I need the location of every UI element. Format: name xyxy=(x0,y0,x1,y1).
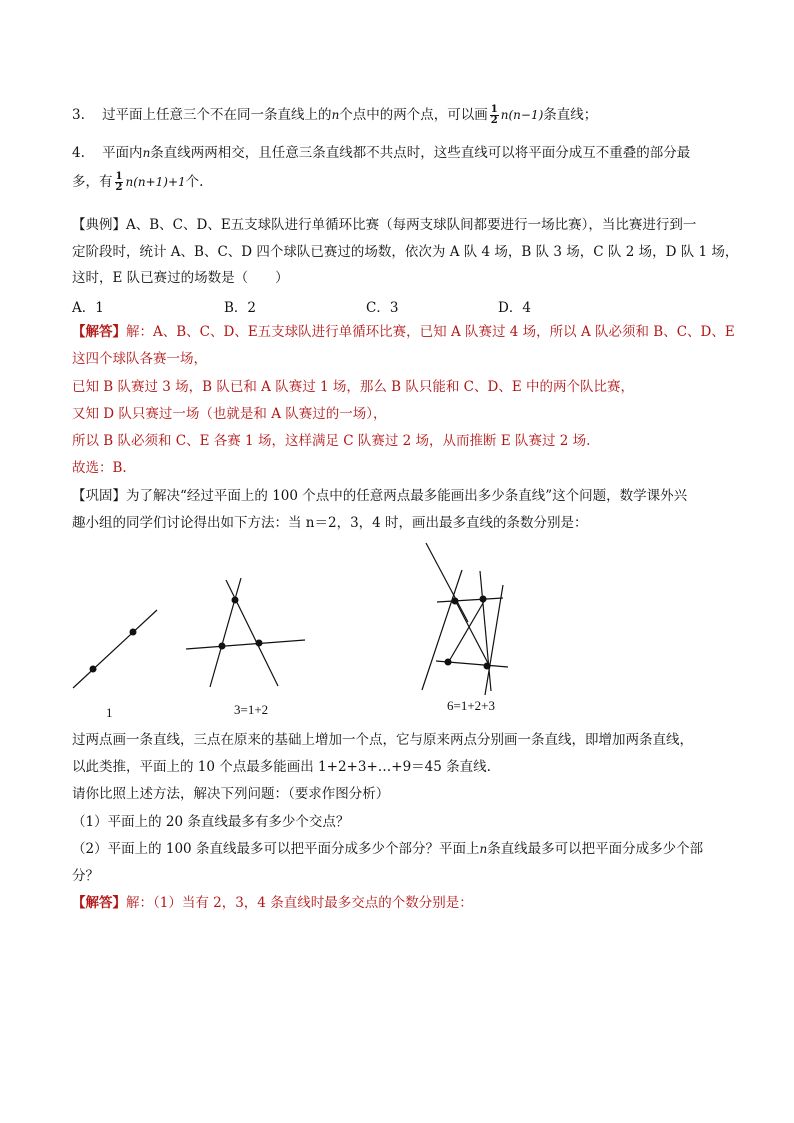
question-2-line1: （2）平面上的 100 条直线最多可以把平面分成多少个部分？平面上n条直线最多可以把平面分成多少个部 xyxy=(72,841,704,857)
option-c: C．3 xyxy=(366,300,399,316)
answer1-line6: 故选：B. xyxy=(72,460,127,476)
math-expression: n(n−1) xyxy=(500,108,544,122)
item-text: 条直线； xyxy=(543,107,598,123)
fig2-point xyxy=(232,597,239,604)
item-text: 个. xyxy=(185,174,204,190)
math-var: n xyxy=(142,146,151,160)
fig3-caption: 6=1+2+3 xyxy=(447,698,495,713)
item-number: 4. xyxy=(72,145,85,161)
option-d: D．4 xyxy=(498,300,531,316)
example-line1 xyxy=(72,215,696,235)
fig3-line-3 xyxy=(437,598,503,602)
option-a: A．1 xyxy=(72,300,104,316)
item-text: 多，有 xyxy=(72,174,113,190)
answer2-line1: 【解答】解：（1）当有 2，3，4 条直线时最多交点的个数分别是： xyxy=(72,895,473,911)
fig3-point xyxy=(480,596,487,603)
method-line2: 以此类推，平面上的 10 个点最多能画出 1+2+3+…+9＝45 条直线. xyxy=(72,759,491,775)
fig3-line-5 xyxy=(455,600,490,667)
option-b: B．2 xyxy=(224,300,257,316)
question-2-line2: 分？ xyxy=(72,868,99,884)
math-expression: n(n+1)+1 xyxy=(125,175,186,189)
math-var: n xyxy=(331,108,340,122)
question-1: （1）平面上的 20 条直线最多有多少个交点？ xyxy=(72,814,350,830)
fig2-point xyxy=(219,643,226,650)
fig3-line-8 xyxy=(485,585,503,695)
item-number: 3. xyxy=(72,107,85,123)
fig3-point xyxy=(484,663,491,670)
answer1-line5: 所以 B 队必须和 C、E 各赛 1 场，这样满足 C 队赛过 2 场，从而推断 E 队赛过 2 场. xyxy=(72,433,591,449)
fig2-caption: 3=1+2 xyxy=(234,702,269,717)
fig2-line-c xyxy=(186,640,305,649)
fig3-line-2 xyxy=(422,570,462,690)
item-3 xyxy=(72,105,597,126)
practice-tag: 【巩固】 xyxy=(72,488,126,504)
answer-tag: 【解答】 xyxy=(72,324,126,340)
item-text: 平面内 xyxy=(102,145,143,161)
answer1-line1: 【解答】解：A、B、C、D、E五支球队进行单循环比赛，已知 A 队赛过 4 场，所以 A 队必须和 B、C、D、E xyxy=(72,324,735,340)
lines-figure xyxy=(0,540,794,730)
item-4-line1 xyxy=(72,143,690,163)
math-var: n xyxy=(479,842,488,856)
item-4-line2 xyxy=(72,172,203,193)
fig1-caption: 1 xyxy=(106,705,113,720)
answer1-line2: 这四个球队各赛一场， xyxy=(72,351,207,367)
example-tag: 【典例】 xyxy=(72,217,126,233)
fig1-line xyxy=(73,610,157,688)
item-text: 过平面上任意三个不在同一条直线上的 xyxy=(102,107,332,123)
practice-line1: 【巩固】为了解决“经过平面上的 100 个点中的任意两点最多能画出多少条直线”这个问题，数学课外兴 xyxy=(72,488,688,504)
example-line2: 定阶段时，统计 A、B、C、D 四个球队已赛过的场数，依次为 A 队 4 场，B 队 3 场，C 队 2 场，D 队 1 场， xyxy=(72,244,739,260)
method-line3: 请你比照上述方法，解决下列问题：（要求作图分析） xyxy=(72,786,390,802)
fig3-point xyxy=(445,659,452,666)
item-text: 条直线两两相交，且任意三条直线都不共点时，这些直线可以将平面分成互不重叠的部分最 xyxy=(150,145,691,161)
example-text: A、B、C、D、E五支球队进行单循环比赛（每两支球队间都要进行一场比赛），当比赛进行到一 xyxy=(126,217,697,233)
fig2-line-a xyxy=(210,578,241,687)
answer-tag: 【解答】 xyxy=(72,895,126,911)
fraction: $\frac{1}{2}$ xyxy=(115,171,123,193)
fig2-point xyxy=(256,640,263,647)
fig2-line-b xyxy=(226,580,278,686)
answer1-line3: 已知 B 队赛过 3 场，B 队已和 A 队赛过 1 场，那么 B 队只能和 C、D、E 中的两个队比赛， xyxy=(72,379,634,395)
fig3-line-1 xyxy=(426,543,468,622)
fig3-line-4 xyxy=(480,571,491,691)
fig1-point xyxy=(90,666,97,673)
fraction: $\frac{1}{2}$ xyxy=(490,104,498,126)
practice-line2: 趣小组的同学们讨论得出如下方法：当 n＝2，3，4 时，画出最多直线的条数分别是： xyxy=(72,515,588,531)
fig3-line-6 xyxy=(448,598,486,663)
item-text: 个点中的两个点，可以画 xyxy=(339,107,488,123)
fig1-point xyxy=(130,629,137,636)
answer1-line4: 又知 D 队只赛过一场（也就是和 A 队赛过的一场）， xyxy=(72,406,387,422)
fig3-point xyxy=(452,598,459,605)
example-line3: 这时，E 队已赛过的场数是（ ） xyxy=(72,270,289,286)
method-line1: 过两点画一条直线，三点在原来的基础上增加一个点，它与原来两点分别画一条直线，即增加两条直线， xyxy=(72,732,693,748)
